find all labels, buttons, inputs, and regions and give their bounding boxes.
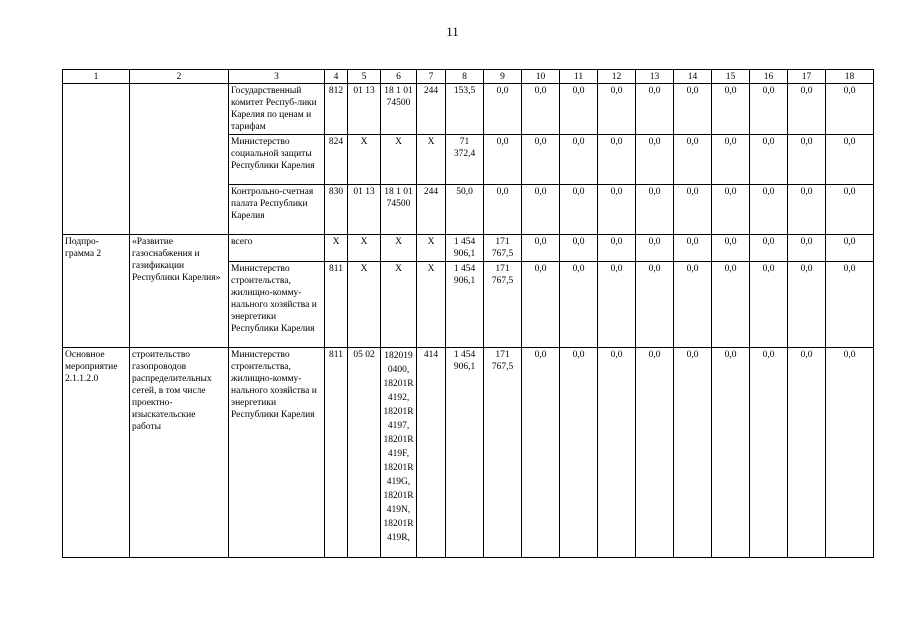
amount-cell: 0,0 (560, 185, 598, 235)
header-cell: 2 (130, 70, 229, 84)
rzpr-cell: X (348, 135, 381, 185)
program-code-cell (63, 84, 130, 235)
amount-cell: 0,0 (598, 348, 636, 558)
executor-cell: Министерство строительства, жилищно-комму-нального хозяйства и энергетики Республики Карелия (229, 348, 325, 558)
grbs-cell: 811 (325, 348, 348, 558)
amount-cell: 0,0 (484, 84, 522, 135)
amount-cell: 0,0 (598, 185, 636, 235)
executor-cell: Министерство строительства, жилищно-комму-нального хозяйства и энергетики Республики Карелия (229, 262, 325, 348)
amount-cell: 0,0 (788, 135, 826, 185)
amount-cell: 0,0 (522, 84, 560, 135)
amount-cell: 50,0 (446, 185, 484, 235)
csr-cell: X (381, 235, 417, 262)
executor-cell: Государственный комитет Респуб-лики Карелия по ценам и тарифам (229, 84, 325, 135)
executor-cell: Контрольно-счетная палата Республики Карелия (229, 185, 325, 235)
vr-cell: 244 (417, 185, 446, 235)
grbs-cell: 830 (325, 185, 348, 235)
header-cell: 18 (826, 70, 874, 84)
amount-cell: 0,0 (826, 135, 874, 185)
table-row (63, 348, 874, 558)
header-cell: 13 (636, 70, 674, 84)
header-cell: 14 (674, 70, 712, 84)
rzpr-cell: 05 02 (348, 348, 381, 558)
amount-cell: 0,0 (484, 185, 522, 235)
csr-cell: X (381, 262, 417, 348)
amount-cell: 0,0 (522, 348, 560, 558)
amount-cell: 0,0 (750, 185, 788, 235)
amount-cell: 0,0 (598, 135, 636, 185)
grbs-cell: 824 (325, 135, 348, 185)
amount-cell: 0,0 (598, 262, 636, 348)
rzpr-cell: X (348, 262, 381, 348)
amount-cell: 0,0 (636, 185, 674, 235)
header-cell: 10 (522, 70, 560, 84)
grbs-cell: X (325, 235, 348, 262)
header-cell: 5 (348, 70, 381, 84)
header-cell: 9 (484, 70, 522, 84)
amount-cell: 0,0 (560, 235, 598, 262)
amount-cell: 171 767,5 (484, 262, 522, 348)
amount-cell: 0,0 (712, 185, 750, 235)
vr-cell: X (417, 235, 446, 262)
header-cell: 12 (598, 70, 636, 84)
table-row (63, 84, 874, 135)
header-cell: 7 (417, 70, 446, 84)
amount-cell: 0,0 (826, 235, 874, 262)
vr-cell: 244 (417, 84, 446, 135)
amount-cell: 0,0 (712, 348, 750, 558)
csr-cell: 182019 0400, 18201R 4192, 18201R 4197, 18201R 419F, 18201R 419G, 18201R 419N, 18201R 419R, (381, 348, 417, 558)
amount-cell: 0,0 (826, 185, 874, 235)
amount-cell: 171 767,5 (484, 348, 522, 558)
program-name-cell: «Развитие газоснабжения и газификации Республики Карелия» (130, 235, 229, 348)
header-cell: 4 (325, 70, 348, 84)
amount-cell: 0,0 (712, 135, 750, 185)
amount-cell: 0,0 (636, 235, 674, 262)
header-cell: 11 (560, 70, 598, 84)
header-cell: 8 (446, 70, 484, 84)
amount-cell: 0,0 (636, 348, 674, 558)
rzpr-cell: 01 13 (348, 84, 381, 135)
header-cell: 3 (229, 70, 325, 84)
amount-cell: 1 454 906,1 (446, 262, 484, 348)
amount-cell: 0,0 (484, 135, 522, 185)
amount-cell: 0,0 (522, 235, 560, 262)
amount-cell: 0,0 (826, 348, 874, 558)
amount-cell: 0,0 (750, 262, 788, 348)
rzpr-cell: 01 13 (348, 185, 381, 235)
amount-cell: 0,0 (788, 348, 826, 558)
amount-cell: 0,0 (750, 235, 788, 262)
vr-cell: X (417, 262, 446, 348)
amount-cell: 1 454 906,1 (446, 348, 484, 558)
csr-cell: 18 1 01 74500 (381, 84, 417, 135)
amount-cell: 0,0 (750, 348, 788, 558)
csr-cell: 18 1 01 74500 (381, 185, 417, 235)
amount-cell: 0,0 (560, 262, 598, 348)
amount-cell: 0,0 (636, 84, 674, 135)
grbs-cell: 812 (325, 84, 348, 135)
amount-cell: 0,0 (674, 84, 712, 135)
amount-cell: 0,0 (750, 135, 788, 185)
executor-cell: Министерство социальной защиты Республики Карелия (229, 135, 325, 185)
amount-cell: 0,0 (522, 185, 560, 235)
header-cell: 16 (750, 70, 788, 84)
amount-cell: 0,0 (560, 135, 598, 185)
amount-cell: 0,0 (560, 348, 598, 558)
header-cell: 15 (712, 70, 750, 84)
program-name-cell: строительство газопроводов распределительных сетей, в том числе проектно-изыскательские работы (130, 348, 229, 558)
amount-cell: 0,0 (788, 235, 826, 262)
amount-cell: 0,0 (522, 262, 560, 348)
amount-cell: 0,0 (674, 262, 712, 348)
executor-cell: всего (229, 235, 325, 262)
program-code-cell: Основное мероприятие 2.1.1.2.0 (63, 348, 130, 558)
table-row (63, 235, 874, 262)
header-row (63, 70, 874, 84)
header-cell: 6 (381, 70, 417, 84)
amount-cell: 0,0 (598, 235, 636, 262)
amount-cell: 0,0 (598, 84, 636, 135)
amount-cell: 0,0 (636, 262, 674, 348)
amount-cell: 0,0 (522, 135, 560, 185)
amount-cell: 71 372,4 (446, 135, 484, 185)
amount-cell: 153,5 (446, 84, 484, 135)
program-code-cell: Подпро-грамма 2 (63, 235, 130, 348)
amount-cell: 0,0 (788, 84, 826, 135)
amount-cell: 1 454 906,1 (446, 235, 484, 262)
amount-cell: 0,0 (560, 84, 598, 135)
program-name-cell (130, 84, 229, 235)
amount-cell: 0,0 (674, 235, 712, 262)
page-number: 11 (446, 24, 459, 39)
amount-cell: 0,0 (636, 135, 674, 185)
amount-cell: 0,0 (712, 84, 750, 135)
rzpr-cell: X (348, 235, 381, 262)
amount-cell: 0,0 (674, 135, 712, 185)
budget-table (62, 69, 874, 558)
csr-cell: X (381, 135, 417, 185)
amount-cell: 0,0 (712, 235, 750, 262)
vr-cell: 414 (417, 348, 446, 558)
amount-cell: 0,0 (674, 185, 712, 235)
amount-cell: 0,0 (826, 262, 874, 348)
amount-cell: 171 767,5 (484, 235, 522, 262)
amount-cell: 0,0 (788, 185, 826, 235)
amount-cell: 0,0 (674, 348, 712, 558)
vr-cell: X (417, 135, 446, 185)
header-cell: 17 (788, 70, 826, 84)
grbs-cell: 811 (325, 262, 348, 348)
amount-cell: 0,0 (712, 262, 750, 348)
amount-cell: 0,0 (788, 262, 826, 348)
amount-cell: 0,0 (750, 84, 788, 135)
amount-cell: 0,0 (826, 84, 874, 135)
header-cell: 1 (63, 70, 130, 84)
